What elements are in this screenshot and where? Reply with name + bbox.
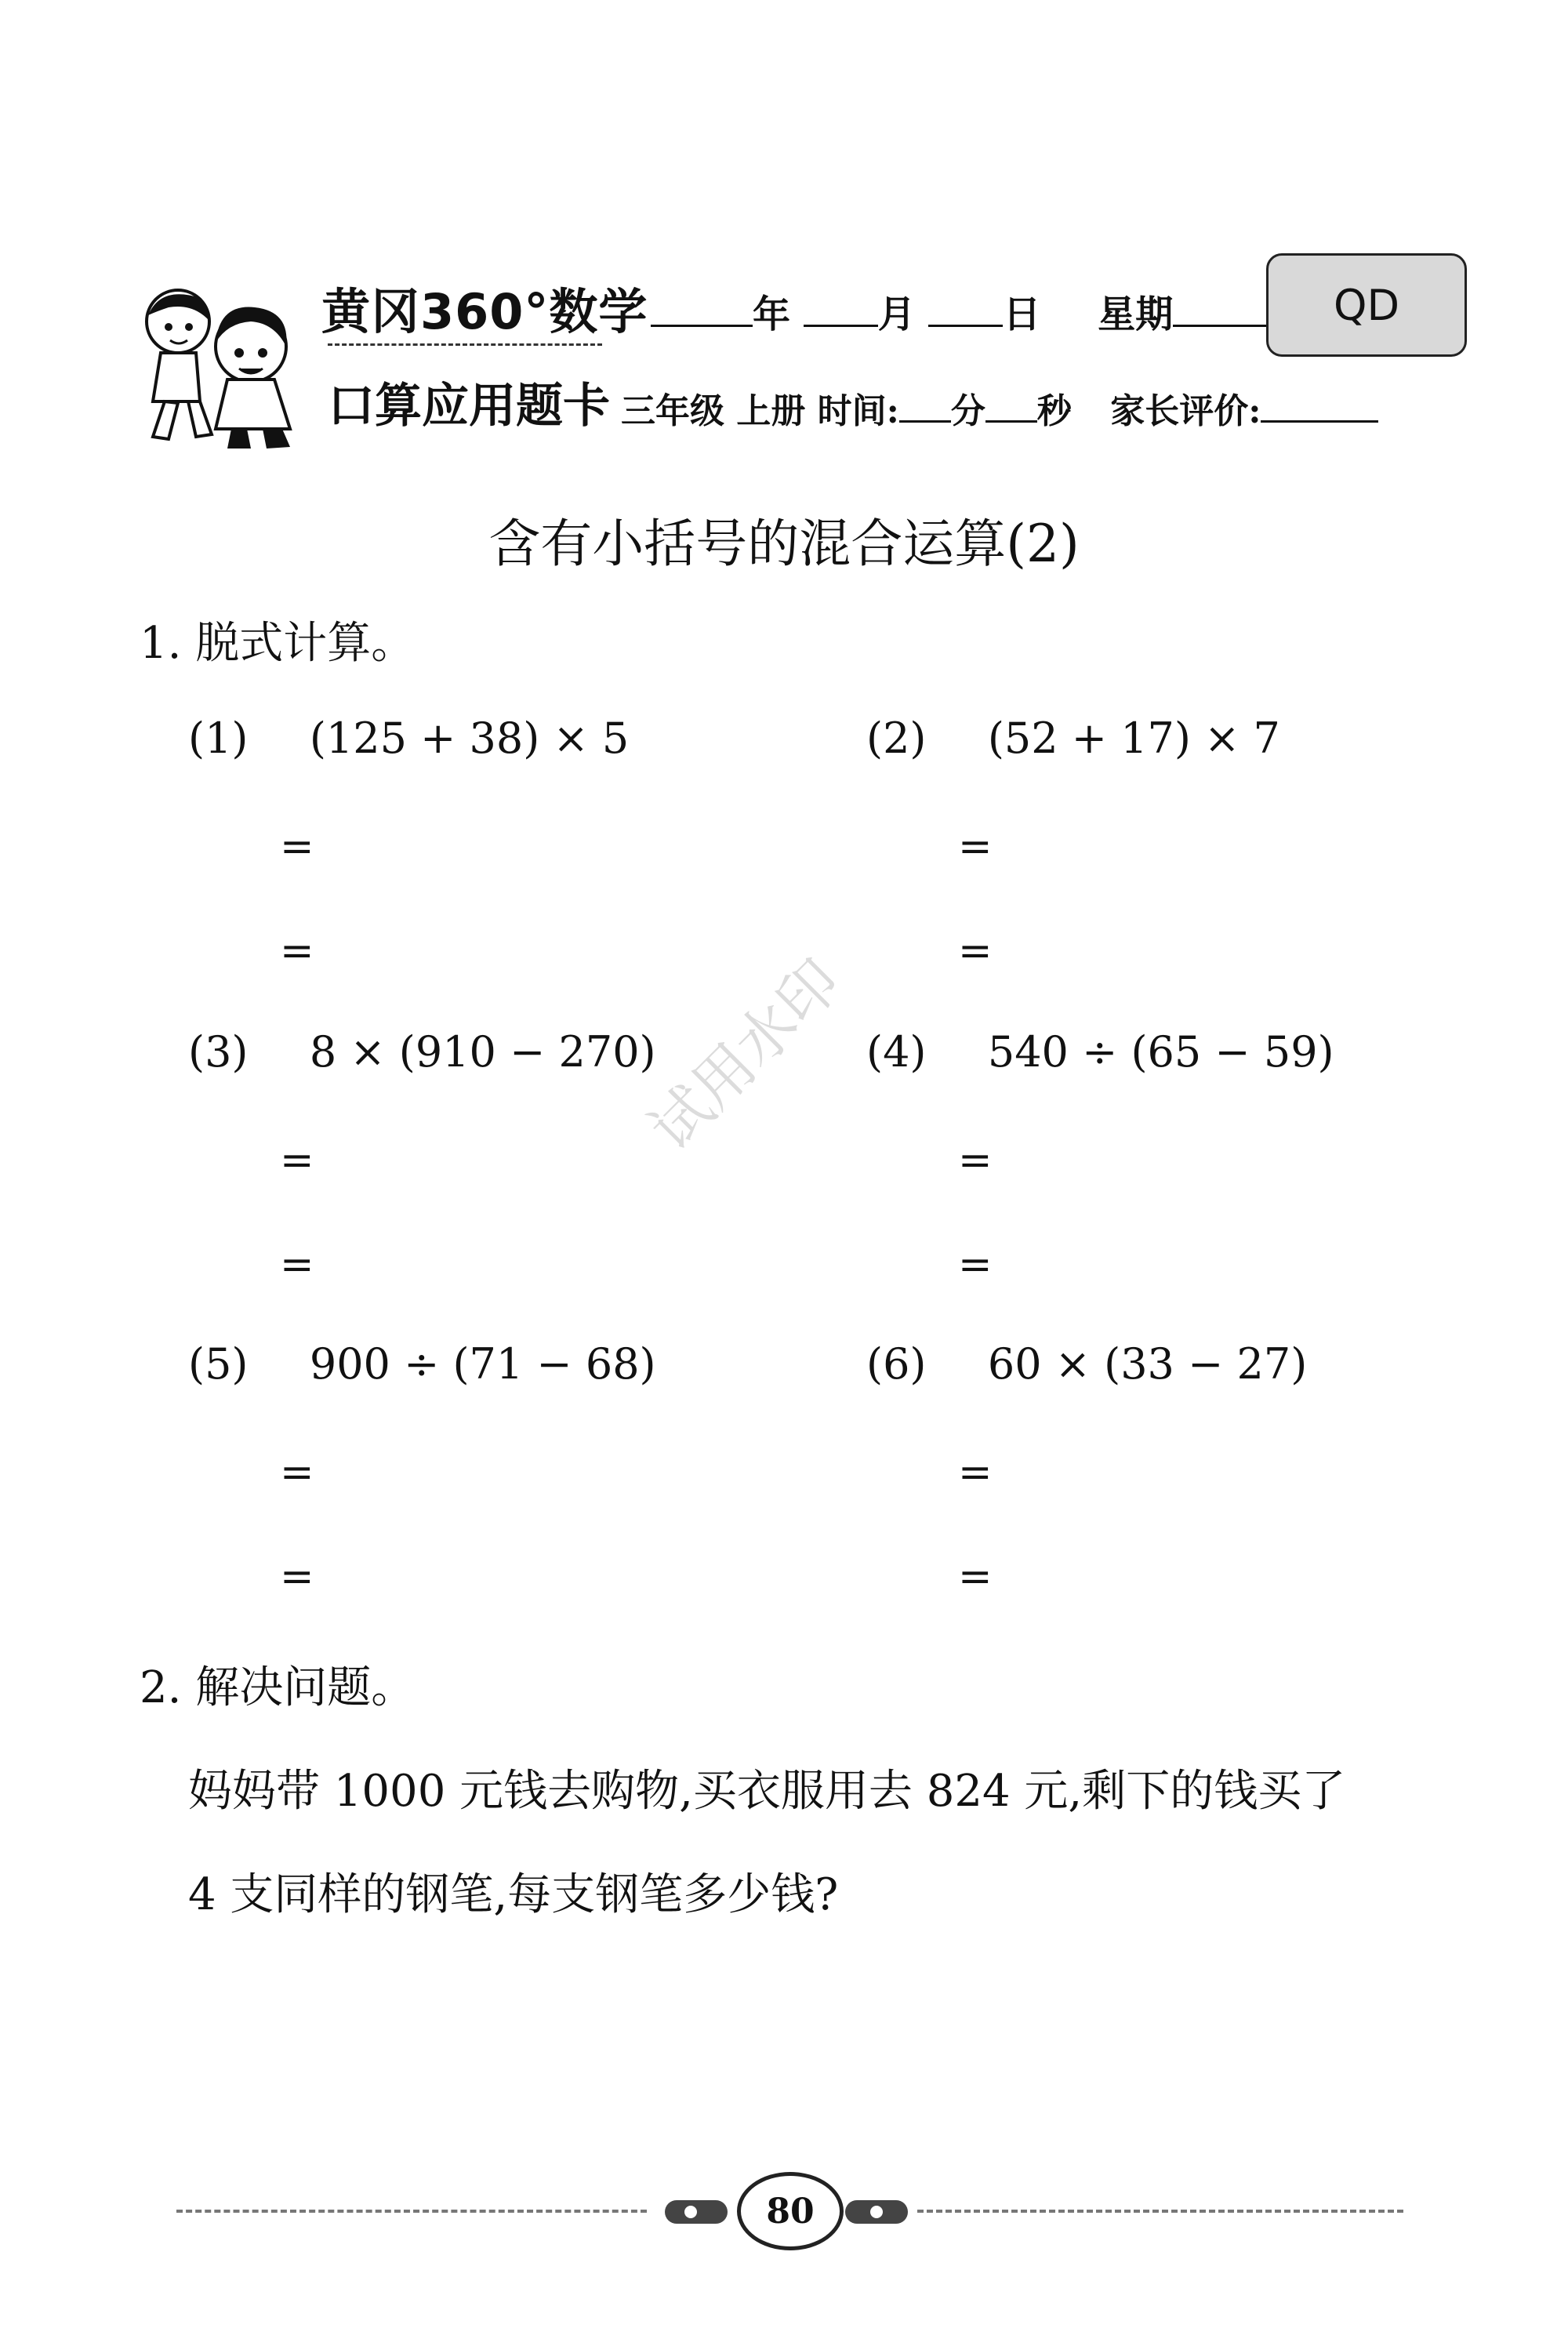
brand-subtitle: 口算应用题卡 — [328, 379, 610, 434]
info-row — [621, 383, 1378, 433]
answer-step[interactable]: = — [958, 1241, 993, 1288]
problem-4 — [866, 1027, 1334, 1077]
problem-5 — [188, 1339, 656, 1389]
parent-eval-label: 家长评价: — [1110, 391, 1261, 431]
minute-blank[interactable] — [899, 394, 951, 423]
brand-title: 黄冈360°数学 — [321, 283, 648, 340]
problem-number: (6) — [866, 1339, 927, 1389]
time-label: 时间: — [817, 391, 899, 431]
watermark: 试用水印 — [636, 946, 855, 1164]
problem-expression: (52 + 17) × 7 — [987, 714, 1280, 763]
grade-label: 三年级 上册 — [621, 391, 806, 431]
answer-step[interactable]: = — [280, 1241, 314, 1288]
parent-eval-blank[interactable] — [1261, 394, 1378, 423]
page-number: 80 — [737, 2172, 844, 2250]
problem-expression: (125 + 38) × 5 — [309, 714, 630, 763]
problem-2 — [866, 714, 1280, 763]
problem-expression: 8 × (910 − 270) — [309, 1027, 656, 1077]
problem-3 — [188, 1027, 656, 1077]
year-blank[interactable] — [651, 293, 753, 327]
date-row — [651, 284, 1267, 338]
year-label: 年 — [753, 292, 791, 336]
problem-number: (2) — [866, 714, 927, 763]
footer-ornament-dot — [684, 2206, 697, 2218]
problem-expression: 900 ÷ (71 − 68) — [309, 1339, 656, 1389]
problem-expression: 540 ÷ (65 − 59) — [987, 1027, 1334, 1077]
answer-step[interactable]: = — [280, 823, 314, 870]
minute-label: 分 — [950, 391, 985, 431]
problem-number: (3) — [188, 1027, 249, 1077]
day-label: 日 — [1003, 292, 1041, 336]
weekday-label: 星期 — [1098, 292, 1174, 336]
word-problem-line-2: 4 支同样的钢笔,每支钢笔多少钱? — [188, 1869, 839, 1920]
kids-mascot-illustration — [122, 284, 325, 452]
answer-step[interactable]: = — [280, 1553, 314, 1600]
problem-number: (5) — [188, 1339, 249, 1389]
answer-step[interactable]: = — [958, 1137, 993, 1184]
answer-step[interactable]: = — [280, 1137, 314, 1184]
answer-step[interactable]: = — [958, 1449, 993, 1496]
edition-badge: QD — [1266, 253, 1467, 357]
footer-divider-right — [917, 2210, 1403, 2213]
answer-step[interactable]: = — [958, 1553, 993, 1600]
footer-ornament-dot — [870, 2206, 883, 2218]
brand-divider — [328, 343, 602, 346]
page-title: 含有小括号的混合运算(2) — [488, 514, 1080, 574]
month-blank[interactable] — [804, 293, 878, 327]
problem-number: (1) — [188, 714, 249, 763]
weekday-blank[interactable] — [1173, 293, 1267, 327]
second-blank[interactable] — [985, 394, 1037, 423]
section2-heading: 2. 解决问题。 — [140, 1662, 416, 1713]
section1-heading: 1. 脱式计算。 — [140, 618, 416, 669]
answer-step[interactable]: = — [280, 1449, 314, 1496]
second-label: 秒 — [1036, 391, 1072, 431]
answer-step[interactable]: = — [958, 928, 993, 975]
word-problem-line-1: 妈妈带 1000 元钱去购物,买衣服用去 824 元,剩下的钱买了 — [188, 1766, 1346, 1817]
month-label: 月 — [877, 292, 916, 336]
answer-step[interactable]: = — [280, 928, 314, 975]
day-blank[interactable] — [928, 293, 1003, 327]
problem-number: (4) — [866, 1027, 927, 1077]
answer-step[interactable]: = — [958, 823, 993, 870]
footer-divider-left — [176, 2210, 647, 2213]
problem-1 — [188, 714, 629, 763]
problem-6 — [866, 1339, 1307, 1389]
problem-expression: 60 × (33 − 27) — [987, 1339, 1308, 1389]
